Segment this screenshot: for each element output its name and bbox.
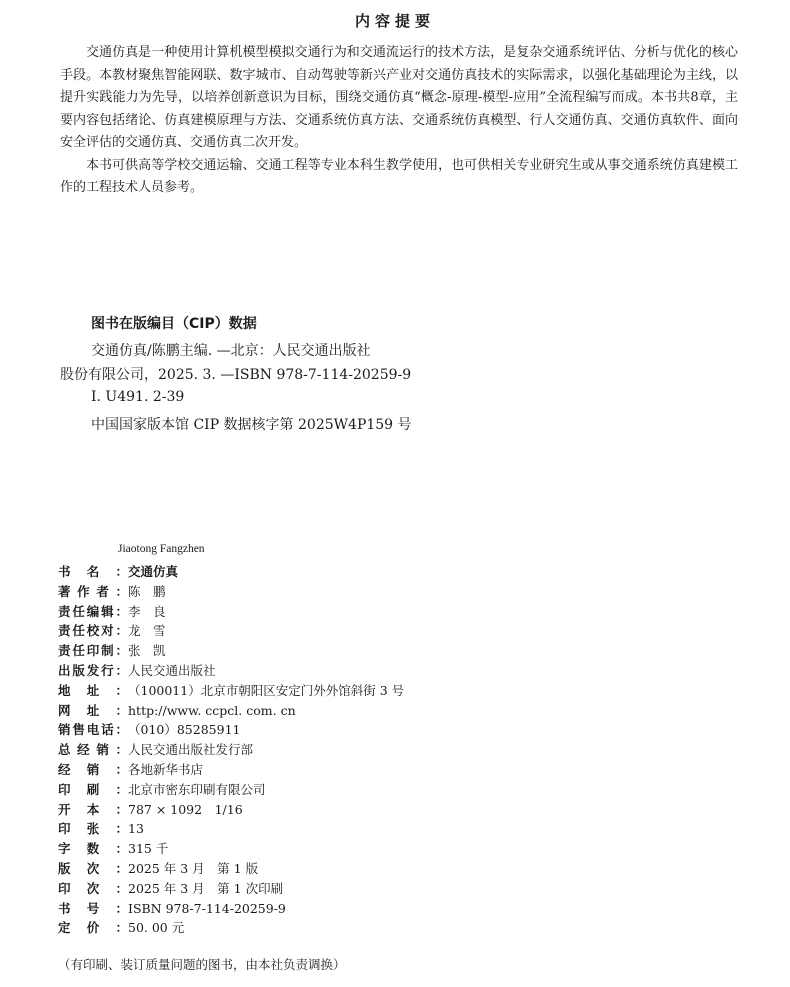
colophon-table <box>58 562 758 938</box>
colophon-value: （100011）北京市朝阳区安定门外外馆斜街 3 号 <box>128 682 405 698</box>
colophon-row <box>58 740 758 760</box>
colophon-value: http://www. ccpcl. com. cn <box>128 702 296 718</box>
colophon-value: 2025 年 3 月 第 1 次印刷 <box>128 880 284 896</box>
colophon-label: 版次： <box>58 860 128 876</box>
colophon-value: 交通仿真 <box>128 564 179 579</box>
colophon-row <box>58 661 758 681</box>
colophon-label: 责任编辑： <box>58 603 128 619</box>
cip-line: Ⅰ. U491. 2-39 <box>91 389 185 405</box>
colophon-label: 书名： <box>58 564 128 579</box>
colophon-label: 著作者： <box>58 583 128 599</box>
colophon-row <box>58 760 758 780</box>
cip-line: 股份有限公司，2025. 3. —ISBN 978-7-114-20259-9 <box>60 367 412 383</box>
colophon-row <box>58 819 758 839</box>
colophon-value: 龙 雪 <box>128 623 166 639</box>
colophon-label: 经销： <box>58 761 128 777</box>
colophon-value: 人民交通出版社发行部 <box>128 742 254 758</box>
colophon-label: 网址： <box>58 702 128 718</box>
colophon-row <box>58 582 758 602</box>
colophon-value: 787 × 1092 1/16 <box>128 801 243 817</box>
colophon-value: 陈 鹏 <box>128 583 166 599</box>
colophon-row <box>58 562 758 582</box>
colophon-row <box>58 918 758 938</box>
colophon-label: 总经销： <box>58 742 128 758</box>
colophon-value: 人民交通出版社 <box>128 662 216 678</box>
colophon-value: 张 凯 <box>128 643 166 659</box>
cip-line: 中国国家版本馆 CIP 数据核字第 2025W4P159 号 <box>91 417 412 433</box>
colophon-row <box>58 602 758 622</box>
colophon-row <box>58 879 758 899</box>
colophon-label: 销售电话： <box>58 722 128 738</box>
colophon-row <box>58 839 758 859</box>
colophon-row <box>58 681 758 701</box>
colophon-label: 印刷： <box>58 781 128 797</box>
colophon-value: （010）85285911 <box>128 722 241 738</box>
colophon-row <box>58 641 758 661</box>
colophon-label: 定价： <box>58 920 128 936</box>
colophon-row <box>58 859 758 879</box>
colophon-label: 印次： <box>58 880 128 896</box>
colophon-label: 地址： <box>58 682 128 698</box>
colophon-value: 2025 年 3 月 第 1 版 <box>128 860 259 876</box>
colophon-value: 315 千 <box>128 841 169 857</box>
colophon-label: 责任校对： <box>58 623 128 639</box>
colophon-row <box>58 800 758 820</box>
footnote: （有印刷、装订质量问题的图书，由本社负责调换） <box>58 957 346 972</box>
colophon-value: 13 <box>128 821 144 837</box>
cip-line: 交通仿真/陈鹏主编. —北京：人民交通出版社 <box>91 343 371 359</box>
colophon-label: 责任印制： <box>58 643 128 659</box>
colophon-value: 北京市密东印刷有限公司 <box>128 781 266 797</box>
colophon-value: 各地新华书店 <box>128 761 204 777</box>
cip-heading: 图书在版编目（CIP）数据 <box>91 316 257 332</box>
summary-paragraph: 交通仿真是一种使用计算机模型模拟交通行为和交通流运行的技术方法，是复杂交通系统评估、分析与优化的核心手段。本教材聚焦智能网联、数字城市、自动驾驶等新兴产业对交通仿真技术的实际需求，以强化基础理论为主线，以提升实践能力为先导，以培养创新意识为目标，围绕交通仿真“概念-原理-模型-应用”全流程编写而成。本书共8章，主要内容包括绪论、仿真建模原理与方法、交通系统仿真方法、交通系统仿真模型、行人交通仿真、交通仿真软件、面向安全评估的交通仿真、交通仿真二次开发。 <box>60 45 738 150</box>
colophon-label: 字数： <box>58 841 128 857</box>
summary-paragraph: 本书可供高等学校交通运输、交通工程等专业本科生教学使用，也可供相关专业研究生或从事交通系统仿真建模工作的工程技术人员参考。 <box>60 157 738 195</box>
colophon-label: 出版发行： <box>58 662 128 678</box>
colophon-value: 李 良 <box>128 603 166 619</box>
colophon-label: 印张： <box>58 821 128 837</box>
colophon-label: 开本： <box>58 801 128 817</box>
pinyin-title: Jiaotong Fangzhen <box>118 543 205 555</box>
colophon-label: 书号： <box>58 900 128 916</box>
colophon-row <box>58 720 758 740</box>
summary-body <box>60 42 738 200</box>
colophon-value: ISBN 978-7-114-20259-9 <box>128 900 286 916</box>
colophon-value: 50. 00 元 <box>128 920 185 936</box>
colophon-row <box>58 621 758 641</box>
colophon-row <box>58 780 758 800</box>
summary-title: 内容提要 <box>354 12 435 30</box>
colophon-row <box>58 899 758 919</box>
colophon-row <box>58 701 758 721</box>
